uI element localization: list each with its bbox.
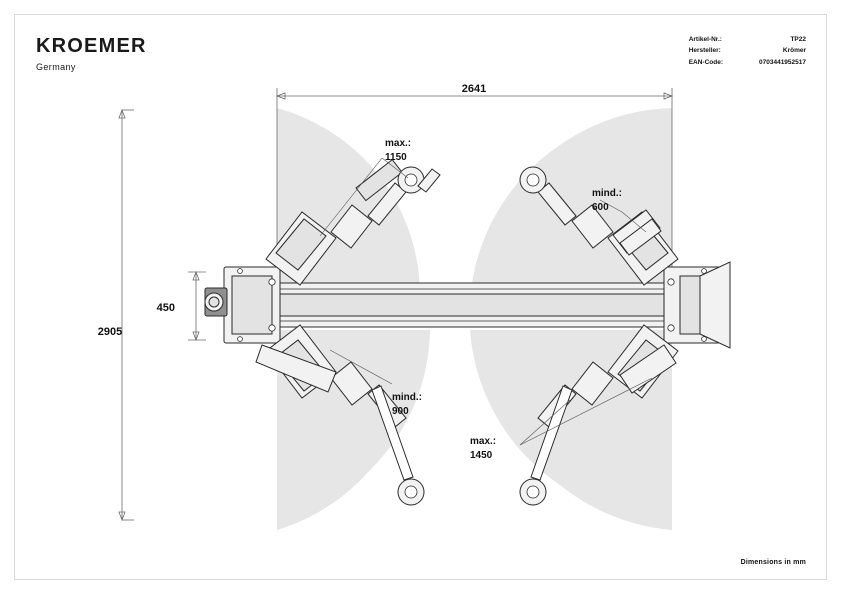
callout-label-mind-600-prefix: mind.: — [592, 188, 622, 199]
dimension-label-2905: 2905 — [97, 326, 123, 338]
dimension-column-width — [157, 272, 206, 340]
callout-label-max-1150-value: 1150 — [385, 152, 407, 163]
units-footnote: Dimensions in mm — [740, 559, 806, 566]
meta-value-manufacturer: Krömer — [782, 47, 806, 55]
dimension-label-450: 450 — [156, 302, 175, 314]
brand-tagline: Germany — [36, 62, 76, 72]
meta-label-article: Artikel-Nr.: — [688, 36, 722, 43]
right-column — [664, 262, 730, 348]
dimension-overall-height — [98, 110, 134, 520]
callout-label-mind-900-prefix: mind.: — [392, 392, 422, 403]
callout-label-max-1450-value: 1450 — [470, 450, 493, 461]
callout-label-mind-900-value: 900 — [392, 406, 409, 417]
callout-label-mind-600-value: 600 — [592, 202, 609, 213]
meta-value-article: TP22 — [790, 36, 806, 43]
left-column — [205, 267, 280, 343]
callout-label-max-1150-prefix: max.: — [385, 138, 412, 149]
dimension-label-2641: 2641 — [461, 83, 487, 95]
meta-label-ean: EAN-Code: — [688, 58, 723, 66]
meta-value-ean: 0703441952517 — [759, 58, 806, 66]
callout-label-max-1450-prefix: max.: — [470, 436, 497, 447]
lift-center-beam — [268, 283, 676, 327]
brand-name: KROEMER — [36, 35, 147, 57]
meta-label-manufacturer: Hersteller: — [688, 47, 721, 55]
